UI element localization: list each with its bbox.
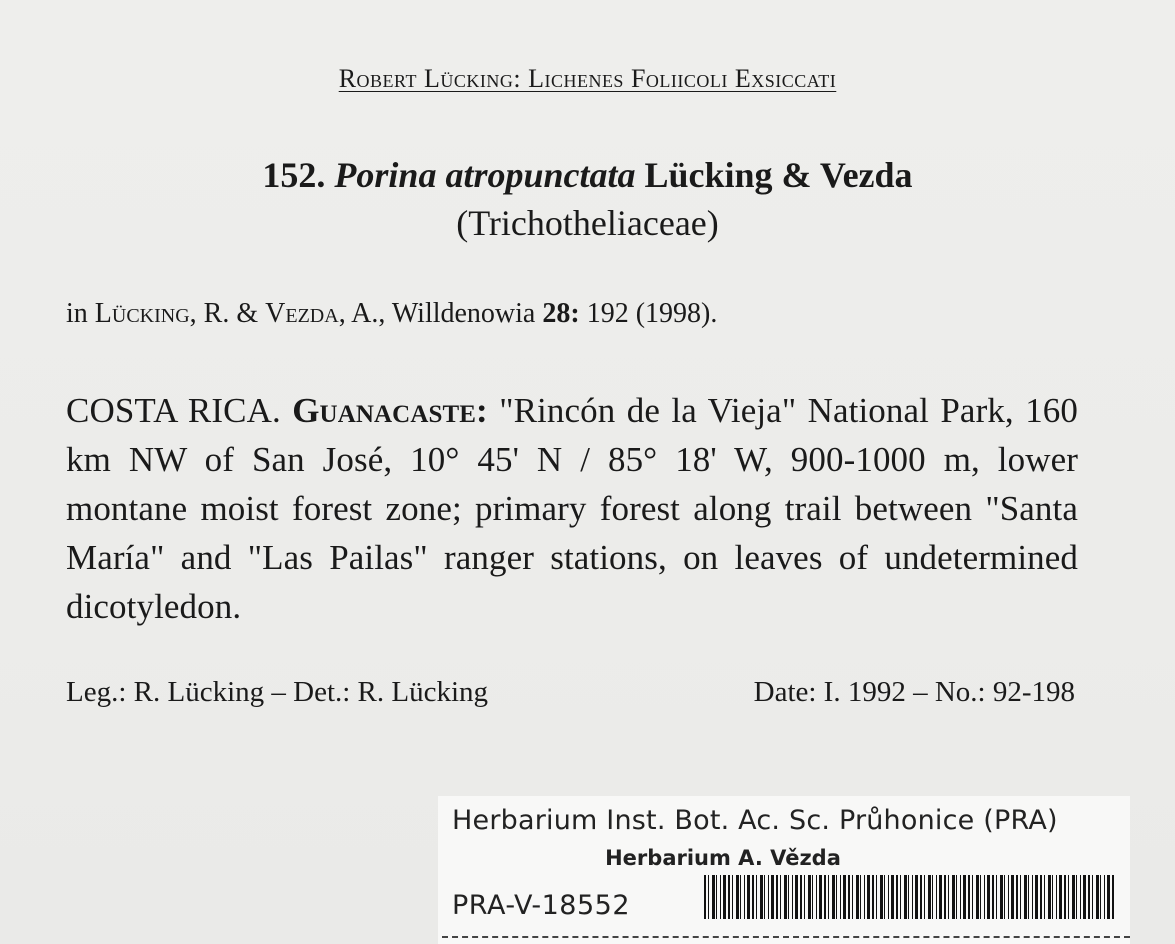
locality-region: Guanacaste: xyxy=(292,391,488,430)
literature-citation xyxy=(66,298,717,330)
herbarium-institution: Herbarium Inst. Bot. Ac. Sc. Průhonice (PRA) xyxy=(452,805,1058,836)
citation-pages: 192 (1998). xyxy=(586,298,718,329)
exsiccata-number: 152. xyxy=(262,155,326,195)
family-name: (Trichotheliaceae) xyxy=(456,203,719,243)
locality-description: "Rincón de la Vieja" National Park, 160 km NW of San José, 10° 45' N / 85° 18' W, 900-1000 m, lower montane moist forest zone; primary forest along trail between "Santa María" and "Las Pailas" ranger stations, on leaves of undetermined dicotyledon. xyxy=(66,391,1078,626)
herbarium-sticker xyxy=(438,796,1130,944)
citation-journal: , A., Willdenowia xyxy=(338,298,536,329)
citation-prefix: in xyxy=(66,298,88,329)
species-name: Porina atropunctata xyxy=(334,155,636,195)
herbarium-collection: Herbarium A. Vězda xyxy=(605,846,841,870)
taxon-name xyxy=(0,154,1175,196)
species-authors: Lücking & Vezda xyxy=(644,155,913,195)
citation-author-2: Vezda xyxy=(265,298,339,329)
citation-author-1: Lücking xyxy=(94,298,190,329)
citation-author-1-initial: , R. & xyxy=(189,298,259,329)
series-title: Robert Lücking: Lichenes Foliicoli Exsiccati xyxy=(338,64,837,93)
locality-country: COSTA RICA. xyxy=(66,391,281,430)
cut-line xyxy=(442,936,1130,938)
date-number-line: Date: I. 1992 – No.: 92-198 xyxy=(753,676,1075,708)
collector-line: Leg.: R. Lücking – Det.: R. Lücking xyxy=(66,676,489,708)
barcode xyxy=(704,875,1114,919)
locality-text xyxy=(66,386,1078,631)
specimen-id: PRA-V-18552 xyxy=(452,890,631,921)
citation-volume: 28: xyxy=(542,298,580,329)
